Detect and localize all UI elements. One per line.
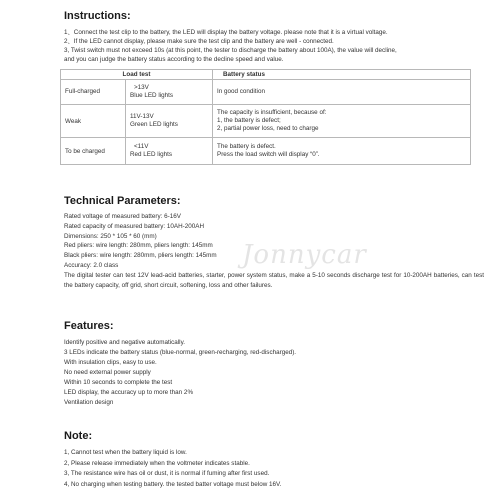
battery-status-header: Battery status	[213, 70, 471, 80]
table-row	[61, 138, 471, 165]
technical-description: The digital tester can test 12V lead-acid batteries, starter, power system status, make a 5-10 seconds discharge test for 10-200AH batteries, can test the battery capacity, off grid, short circuit, softening, loss and other failures.	[64, 271, 484, 289]
instructions-heading: Instructions:	[64, 10, 131, 22]
instruction-step: 2、If the LED cannot display, please make sure the test clip and the battery are well - connected.	[64, 38, 334, 45]
parameter-line: Dimensions: 250 * 105 * 60 (mm)	[64, 232, 157, 240]
note-item: 2, Please release immediately when the voltmeter indicates stable.	[64, 459, 250, 467]
status-line: In good condition	[217, 87, 265, 95]
led-indicator: Blue LED lights	[130, 91, 174, 99]
feature-item: LED display, the accuracy up to more than 2%	[64, 389, 194, 396]
feature-item: Identify positive and negative automatically.	[64, 339, 185, 346]
parameter-line: Rated voltage of measured battery: 6-16V	[64, 213, 181, 220]
watermark-logo: Jonnycar	[242, 240, 367, 270]
voltage-range: <11V	[134, 143, 149, 151]
voltage-range: >13V	[134, 83, 149, 91]
note-item: 1, Cannot test when the battery liquid is low.	[64, 449, 187, 456]
instruction-step: 1、Connect the test clip to the battery, the LED will display the battery voltage. please note that it is a virtual voltage.	[64, 29, 388, 36]
feature-item: Within 10 seconds to complete the test	[64, 379, 173, 386]
parameter-line: Black pliers: wire length: 280mm, pliers length: 145mm	[64, 252, 217, 260]
table-header-row	[61, 70, 471, 80]
parameter-line: Red pliers: wire length: 280mm, pliers length: 145mm	[64, 242, 213, 250]
feature-item: 3 LEDs indicate the battery status (blue-normal, green-recharging, red-discharged).	[64, 349, 297, 356]
parameter-line: Accuracy: 2.0 class	[64, 261, 119, 269]
features-heading: Features:	[64, 320, 114, 332]
status-line: Press the load switch will display “0”.	[217, 151, 320, 159]
status-line: 1, the battery is defect;	[217, 117, 281, 125]
feature-item: With insulation clips, easy to use.	[64, 359, 157, 366]
row-label: Weak	[61, 104, 126, 138]
note-item: 4, No charging when testing battery. the tested batter voltage must below 16V.	[64, 480, 282, 488]
table-row	[61, 80, 471, 105]
led-indicator: Red LED lights	[130, 151, 172, 159]
led-indicator: Green LED lights	[130, 121, 178, 129]
status-line: The battery is defect.	[217, 143, 276, 151]
row-condition	[126, 80, 213, 105]
feature-item: No need external power supply	[64, 369, 151, 376]
parameter-line: Rated capacity of measured battery: 10AH-200AH	[64, 222, 205, 230]
feature-item: Ventilation design	[64, 399, 114, 406]
row-status	[213, 138, 471, 165]
features-list	[64, 338, 484, 408]
note-item: 3, The resistance wire has oil or dust, it is normal if fuming after first used.	[64, 470, 270, 477]
row-label: Full-charged	[61, 80, 126, 105]
row-label: To be charged	[61, 138, 126, 165]
note-list	[64, 448, 484, 490]
instructions-steps	[64, 28, 484, 64]
status-line: The capacity is insufficient, because of:	[217, 109, 327, 117]
row-condition	[126, 138, 213, 165]
row-condition	[126, 104, 213, 138]
row-status	[213, 104, 471, 138]
status-line: 2, partial power loss, need to charge	[217, 125, 319, 133]
note-heading: Note:	[64, 430, 93, 442]
instruction-step: and you can judge the battery status according to the decline speed and value.	[64, 56, 284, 63]
battery-status-table	[60, 69, 471, 165]
technical-heading: Technical Parameters:	[64, 195, 181, 207]
table-row	[61, 104, 471, 138]
instruction-step: 3, Twist switch must not exceed 10s (at this point, the tester to discharge the battery about 100A), the value will decline,	[64, 47, 397, 54]
voltage-range: 11V-13V	[130, 113, 154, 121]
row-status	[213, 80, 471, 105]
load-test-header: Load test	[61, 70, 213, 80]
